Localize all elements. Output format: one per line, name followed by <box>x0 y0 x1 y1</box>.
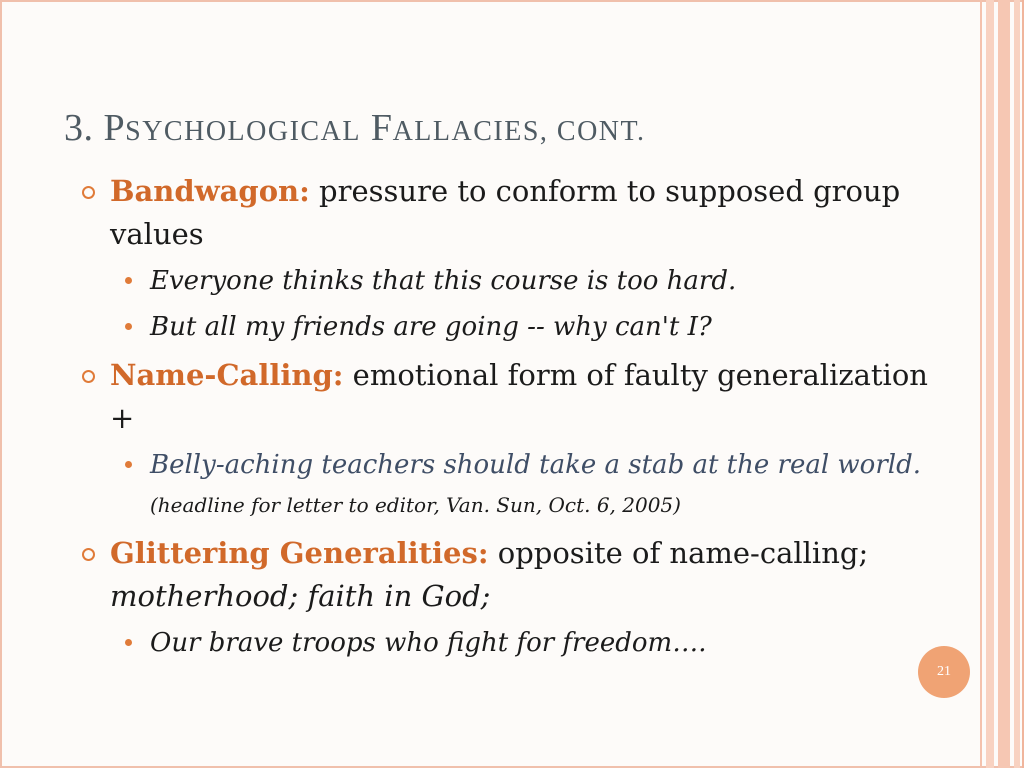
example-bandwagon-2 <box>80 308 940 346</box>
example-glittering-1 <box>80 624 940 662</box>
frame-left-border <box>0 0 2 768</box>
decorative-right-stripes <box>980 0 1024 768</box>
term-bandwagon: Bandwagon: <box>110 174 310 208</box>
definition-glittering-generalities: opposite of name-calling; <box>488 536 869 570</box>
frame-top-border <box>0 0 1024 2</box>
example-name-calling-1 <box>80 446 940 524</box>
definition-bandwagon: pressure to conform to supposed group values <box>110 174 901 251</box>
dot-bullet-icon <box>125 277 132 284</box>
term-name-calling: Name-Calling: <box>110 358 344 392</box>
example-text: Everyone thinks that this course is too hard. <box>150 266 737 296</box>
title-suffix: , CONT. <box>539 116 646 147</box>
definition-name-calling: emotional form of faulty generalization + <box>110 358 928 435</box>
title-word1-initial: P <box>103 107 126 149</box>
ring-bullet-icon <box>82 186 95 199</box>
ring-bullet-icon <box>82 370 95 383</box>
title-word1-rest: SYCHOLOGICAL <box>125 116 361 147</box>
stripe <box>998 0 1010 768</box>
stripe <box>986 0 994 768</box>
definition-examples: motherhood; faith in God; <box>110 579 491 613</box>
title-number: 3. <box>64 107 94 149</box>
stripe <box>980 0 982 768</box>
slide-body <box>80 170 940 670</box>
bullet-name-calling <box>80 354 940 440</box>
title-word2-rest: ALLACIES <box>392 116 540 147</box>
bullet-bandwagon <box>80 170 940 256</box>
bullet-glittering-generalities <box>80 532 940 618</box>
dot-bullet-icon <box>125 639 132 646</box>
title-word2-initial: F <box>370 107 393 149</box>
stripe <box>1014 0 1020 768</box>
example-text: Our brave troops who fight for freedom…. <box>150 628 707 658</box>
dot-bullet-icon <box>125 323 132 330</box>
dot-bullet-icon <box>125 461 132 468</box>
example-source-note: (headline for letter to editor, Van. Sun, Oct. 6, 2005) <box>150 493 681 517</box>
page-number-badge: 21 <box>918 646 970 698</box>
term-glittering-generalities: Glittering Generalities: <box>110 536 489 570</box>
ring-bullet-icon <box>82 548 95 561</box>
slide-title <box>64 106 646 150</box>
example-text: But all my friends are going -- why can't I? <box>150 312 712 342</box>
example-bandwagon-1 <box>80 262 940 300</box>
example-text: Belly-aching teachers should take a stab at the real world. <box>150 450 921 480</box>
